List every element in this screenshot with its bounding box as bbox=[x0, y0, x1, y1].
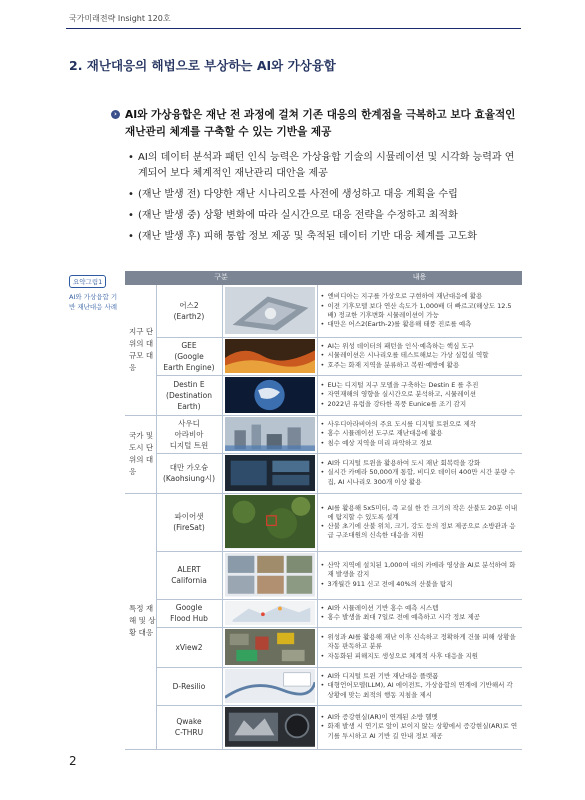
case-image-firesat bbox=[222, 493, 317, 551]
table-row bbox=[125, 493, 522, 551]
case-description: • 위성과 AI를 활용해 재난 이후 신속하고 정확하게 건물 피해 상황을 자동 판독하고 분류 • 자동화된 피해지도 생성으로 체계적 사후 대응을 지원 bbox=[317, 627, 522, 667]
case-image-d-resilio bbox=[222, 667, 317, 705]
case-name: ALERT California bbox=[156, 551, 222, 599]
case-name: 어스2 (Earth2) bbox=[156, 285, 222, 337]
bullet-list bbox=[128, 150, 520, 250]
case-image-saudi bbox=[222, 415, 317, 453]
case-name: Destin E (Destination Earth) bbox=[156, 375, 222, 415]
destine-thumbnail bbox=[225, 377, 315, 413]
case-description: • AI는 위성 데이터의 패턴을 인식·예측하는 핵심 도구 • 시뮬레이션은 시나리오를 테스트해보는 가상 실험실 역할 • 호주는 화재 지역을 분류하고 복원·예방에 활용 bbox=[317, 337, 522, 375]
case-image-xview2 bbox=[222, 627, 317, 667]
xview2-thumbnail bbox=[225, 629, 315, 665]
table-row bbox=[125, 627, 522, 667]
header-content: 내용 bbox=[317, 271, 522, 285]
table-row bbox=[125, 599, 522, 627]
case-image-qwake bbox=[222, 705, 317, 749]
saudi-thumbnail bbox=[225, 417, 315, 451]
table-row bbox=[125, 285, 522, 337]
case-name: 파이어샛 (FireSat) bbox=[156, 493, 222, 551]
header-category: 구분 bbox=[125, 271, 317, 285]
case-name: Google Flood Hub bbox=[156, 599, 222, 627]
table-row bbox=[125, 453, 522, 493]
bullet-item: • (재난 발생 후) 피해 통합 정보 제공 및 축적된 데이터 기반 대응 체계를 고도화 bbox=[128, 231, 477, 242]
case-image-earth2 bbox=[222, 285, 317, 337]
bullet-item: • AI의 데이터 분석과 패턴 인식 능력은 가상융합 기술의 시뮬레이션 및 시각화 능력과 연계되어 보다 체계적인 재난관리 대안을 제공 bbox=[128, 152, 515, 179]
case-image-destine bbox=[222, 375, 317, 415]
section-title: 2. 재난대응의 해법으로 부상하는 AI와 가상융합 bbox=[69, 58, 336, 73]
bullet-item: • (재난 발생 중) 상황 변화에 따라 실시간으로 대응 전략을 수정하고 최적화 bbox=[128, 210, 458, 221]
case-description: • AI와 시뮬레이션 기반 홍수 예측 시스템 • 홍수 발생을 최대 7일로 전에 예측하고 시각 정보 제공 bbox=[317, 599, 522, 627]
alert-california-thumbnail bbox=[225, 553, 315, 597]
case-image-kaohsiung bbox=[222, 453, 317, 493]
case-description: • 산악 지역에 설치된 1,000여 대의 카메라 영상을 AI로 분석하여 화재 발생을 감지 • 3개월간 911 신고 전에 40%의 산불을 탐지 bbox=[317, 551, 522, 599]
category-national-city: 국가 및 도시 단위의 대응 bbox=[125, 415, 156, 493]
case-image-gee bbox=[222, 337, 317, 375]
table-header-row bbox=[125, 271, 522, 285]
earth2-thumbnail bbox=[225, 287, 315, 334]
case-name: Qwake C-THRU bbox=[156, 705, 222, 749]
category-specific-disaster: 특정 재해 및 상황 대응 bbox=[125, 493, 156, 749]
figure-badge: 요약그림1 bbox=[69, 275, 106, 288]
case-description: • AI와 증강현실(AR)이 연계된 소방 헬멧 • 화재 발생 시 연기로 앞이 보이지 않는 상황에서 증강현실(AR)로 연기를 투시하고 AI 기반 길 안내 정보 제공 bbox=[317, 705, 522, 749]
case-image-alert-california bbox=[222, 551, 317, 599]
bullet-item: • (재난 발생 전) 다양한 재난 시나리오를 사전에 생성하고 대응 계획을 수립 bbox=[128, 189, 458, 200]
gee-thumbnail bbox=[225, 339, 315, 373]
table-row bbox=[125, 667, 522, 705]
case-description: • AI와 디지털 트윈 기반 재난대응 플랫폼 • 대형언어모델(LLM), AI 에이전트, 가상융합의 연계에 기반해서 각 상황에 맞는 최적의 행동 지침을 제시 bbox=[317, 667, 522, 705]
page-number: 2 bbox=[69, 754, 77, 768]
case-image-flood-hub bbox=[222, 599, 317, 627]
case-name: xView2 bbox=[156, 627, 222, 667]
figure-side-label bbox=[69, 269, 119, 312]
table-row bbox=[125, 551, 522, 599]
case-name: GEE (Google Earth Engine) bbox=[156, 337, 222, 375]
case-description: • 사우디아라비아의 주요 도시를 디지털 트윈으로 제작 • 홍수 시뮬레이션 도구로 재난대응에 활용 • 침수 예상 지역을 미리 파악하고 경보 bbox=[317, 415, 522, 453]
case-table bbox=[125, 271, 522, 750]
case-description: • AI와 디지털 트윈을 활용하여 도시 재난 회복력을 강화 • 실시간 카메라 50,000개 통합, 비디오 데이터 400만 시간 분량 수집, AI 시나리오 300개 이상 활용 bbox=[317, 453, 522, 493]
table-row bbox=[125, 375, 522, 415]
case-description: • 엔비디아는 지구를 가상으로 구현하여 재난대응에 활용 • 이전 기후모델 보다 연산 속도가 1,000배 더 빠르고(해상도 12.5배) 정교한 기후변화 시뮬레이션이 가능 • 대만은 어스2(Earth-2)를 활용해 태풍 진로를 예측 bbox=[317, 285, 522, 337]
publication-header: 국가미래전략 Insight 120호 bbox=[69, 14, 171, 23]
header-divider bbox=[66, 28, 521, 29]
d-resilio-thumbnail bbox=[225, 669, 315, 703]
kaohsiung-thumbnail bbox=[225, 455, 315, 491]
table-row bbox=[125, 415, 522, 453]
case-name: 사우디 아라비아 디지털 트윈 bbox=[156, 415, 222, 453]
case-name: 대만 가오슝 (Kaohsiung시) bbox=[156, 453, 222, 493]
qwake-thumbnail bbox=[225, 707, 315, 747]
table-row bbox=[125, 705, 522, 749]
case-name: D-Resilio bbox=[156, 667, 222, 705]
figure-caption: AI와 가상융합 기반 재난대응 사례 bbox=[69, 293, 118, 311]
firesat-thumbnail bbox=[225, 495, 315, 548]
circle-arrow-icon: › bbox=[111, 110, 120, 119]
lead-text: AI와 가상융합은 재난 전 과정에 걸쳐 기존 대응의 한계점을 극복하고 보다 효율적인 재난관리 체계를 구축할 수 있는 기반을 제공 bbox=[125, 109, 516, 138]
category-global: 지구 단위의 대규모 대응 bbox=[125, 285, 156, 415]
lead-paragraph bbox=[114, 107, 520, 141]
case-description: • EU는 디지털 지구 모델을 구축하는 Destin E 를 추진 • 자연재해의 영향을 실시간으로 분석하고, 시뮬레이션 • 2022년 유럽을 강타한 폭풍 Eunice를 조기 감지 bbox=[317, 375, 522, 415]
case-description: • AI를 활용해 5x5미터, 즉 교실 한 칸 크기의 작은 산불도 20분 이내에 탐지할 수 있도록 설계 • 산불 초기에 산불 위치, 크기, 강도 등의 정보 제공으로 소방관과 응급 구조대원의 신속한 대응을 지원 bbox=[317, 493, 522, 551]
table-row bbox=[125, 337, 522, 375]
flood-hub-thumbnail bbox=[225, 601, 315, 626]
